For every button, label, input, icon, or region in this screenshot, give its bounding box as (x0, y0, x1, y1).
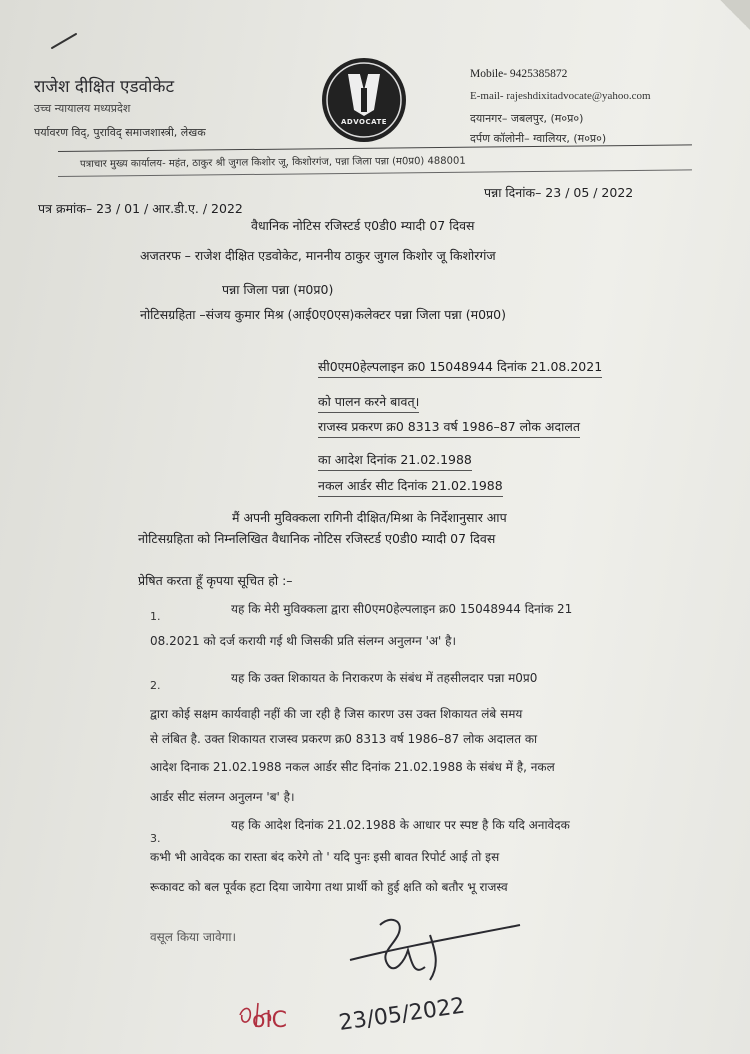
point-number: 3. (150, 832, 161, 845)
email-address: E-mail- rajeshdixitadvocate@yahoo.com (470, 90, 651, 102)
point-line: आदेश दिनाक 21.02.1988 नकल आर्डर सीट दिनांक 21.02.1988 के संबंध में है, नकल (150, 760, 555, 774)
point-line: 08.2021 को दर्ज करायी गई थी जिसकी प्रति संलग्न अनुलग्न 'अ' है। (150, 634, 457, 648)
court-line: उच्च न्यायालय मध्यप्रदेश (34, 102, 131, 115)
header-rule-top (58, 144, 692, 152)
subject-line: राजस्व प्रकरण क्र0 8313 वर्ष 1986–87 लोक अदालत (318, 418, 580, 438)
profession-line: पर्यावरण विद्, पुराविद् समाजशास्त्री, लेखक (34, 126, 206, 139)
point-line: आर्डर सीट संलग्न अनुलग्न 'ब' है। (150, 790, 295, 804)
logo-text: ADVOCATE (340, 118, 388, 126)
address-jabalpur: दयानगर– जबलपुर, (म०प्र०) (470, 112, 584, 125)
letter-date: पन्ना दिनांक– 23 / 05 / 2022 (484, 185, 634, 200)
sender-line-2: पन्ना जिला पन्ना (म0प्र0) (222, 282, 334, 297)
pen-mark (50, 30, 80, 50)
address-gwalior: दर्पण कॉलोनी– ग्वालियर, (म०प्र०) (470, 132, 607, 145)
sender-line: अजतरफ – राजेश दीक्षित एडवोकेट, माननीय ठाकुर जुगल किशोर जू किशोरगंज (140, 248, 496, 263)
point-line: वसूल किया जावेगा। (150, 930, 237, 944)
body-line: नोटिसग्रहिता को निम्नलिखित वैधानिक नोटिस रजिस्टर्ड ए0डी0 म्यादी 07 दिवस (138, 531, 496, 546)
subject-line: सी0एम0हेल्पलाइन क्र0 15048944 दिनांक 21.08.2021 (318, 358, 602, 378)
advocate-logo (322, 58, 406, 142)
point-number: 1. (150, 610, 161, 623)
point-line: कभी भी आवेदक का रास्ता बंद करेगे तो ' यदि पुनः इसी बावत रिपोर्ट आई तो इस (150, 850, 500, 864)
handwritten-signature (230, 905, 530, 1045)
advocate-name: राजेश दीक्षित एडवोकेट (34, 77, 175, 97)
point-line: रूकावट को बल पूर्वक हटा दिया जायेगा तथा प्रार्थी को हुई क्षति को बतौर भू राजस्व (150, 880, 508, 894)
point-line: से लंबित है. उक्त शिकायत राजस्व प्रकरण क्र0 8313 वर्ष 1986–87 लोक अदालत का (150, 732, 538, 746)
signature-date: 23/05/2022 (337, 993, 467, 1036)
mobile-number: Mobile- 9425385872 (470, 68, 568, 80)
point-line: यह कि उक्त शिकायत के निराकरण के संबंध में तहसीलदार पन्ना म0प्र0 (231, 671, 538, 685)
reference-number: पत्र क्रमांक– 23 / 01 / आर.डी.ए. / 2022 (38, 201, 243, 216)
point-line: यह कि मेरी मुविक्कला द्वारा सी0एम0हेल्पलाइन क्र0 15048944 दिनांक 21 (231, 602, 573, 616)
office-address: पत्राचार मुख्य कार्यालय- महंत, ठाकुर श्री जुगल किशोर जू, किशोरगंज, पन्ना जिला पन्ना (म0प्र0) 488001 (79, 155, 466, 170)
margin-note: olC (252, 1008, 287, 1033)
point-line: द्वारा कोई सक्षम कार्यवाही नहीं की जा रही है जिस कारण उस उक्त शिकायत लंबे समय (150, 707, 523, 721)
point-number: 2. (150, 679, 161, 692)
subject-line: नकल आर्डर सीट दिनांक 21.02.1988 (318, 477, 503, 497)
subject-line: का आदेश दिनांक 21.02.1988 (318, 451, 472, 471)
subject-line: को पालन करने बावत्। (318, 393, 419, 413)
point-line: यह कि आदेश दिनांक 21.02.1988 के आधार पर स्पष्ट है कि यदि अनावेदक (231, 818, 570, 832)
body-line: प्रेषित करता हूँ कृपया सूचित हो :– (138, 573, 293, 588)
header-rule-bottom (58, 169, 692, 177)
folded-corner (720, 0, 750, 30)
notice-title: वैधानिक नोटिस रजिस्टर्ड ए0डी0 म्यादी 07 दिवस (251, 218, 475, 233)
body-line: मैं अपनी मुविक्कला रागिनी दीक्षित/मिश्रा के निर्देशानुसार आप (232, 510, 507, 525)
recipient-line: नोटिसग्रहिता –संजय कुमार मिश्र (आई0ए0एस)कलेक्टर पन्ना जिला पन्ना (म0प्र0) (140, 307, 506, 322)
advocate-emblem-icon (322, 58, 406, 142)
